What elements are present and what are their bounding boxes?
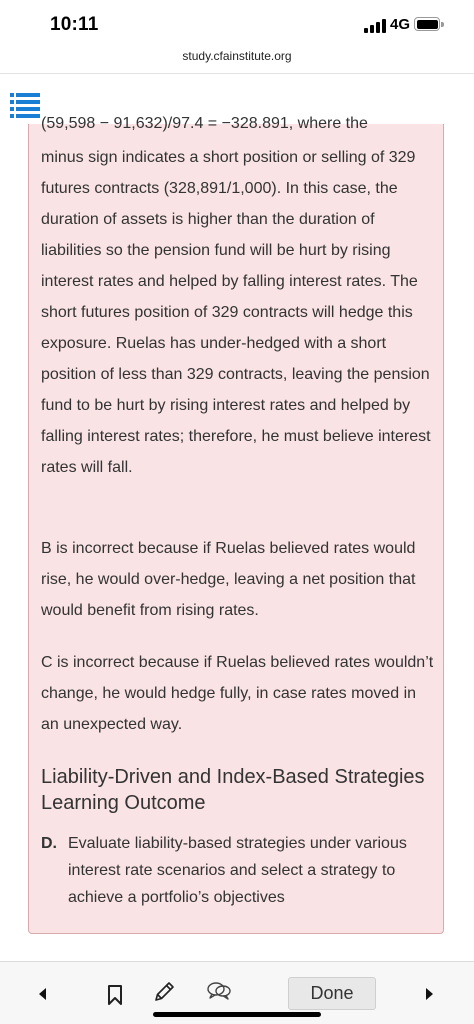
explanation-paragraph-b: B is incorrect because if Ruelas believed rates would rise, he would over-hedge, leaving a net position that would benefit from rising rates. [41, 540, 416, 619]
cut-off-line: (59,598 − 91,632)/97.4 = −328.891, where the [41, 115, 368, 132]
status-time: 10:11 [50, 14, 99, 35]
battery-icon [414, 17, 440, 31]
answer-explanation-card [28, 115, 444, 934]
pencil-icon[interactable] [150, 978, 178, 1006]
learning-outcome-text: Evaluate liability-based strategies under various interest rate scenarios and select a strategy to achieve a portfolio’s objectives [68, 835, 407, 906]
signal-icon [364, 19, 386, 33]
back-arrow-icon[interactable] [34, 983, 52, 1005]
learning-outcome-item [41, 830, 437, 911]
header-divider [0, 73, 474, 74]
menu-icon[interactable] [10, 92, 40, 118]
home-indicator [153, 1012, 321, 1017]
url-bar[interactable]: study.cfainstitute.org [182, 49, 292, 63]
learning-outcome-letter: D. [41, 835, 57, 852]
learning-outcome-title: Liability-Driven and Index-Based Strategies Learning Outcome [41, 766, 425, 814]
comment-icon[interactable] [205, 979, 233, 1003]
network-type: 4G [390, 16, 411, 33]
explanation-paragraph-a: minus sign indicates a short position or selling of 329 futures contracts (328,891/1,000). In this case, the duration of assets is higher than the duration of liabilities so the pension fund will be hurt by rising interest rates and helped by falling interest rates. The short futures position of 329 contracts will hedge this exposure. Ruelas has under-hedged with a short position of less than 329 contracts, leaving the pension fund to be hurt by rising interest rates and helped by falling interest rates; therefore, he must believe interest rates will fall. [41, 149, 431, 476]
status-bar [0, 0, 474, 46]
done-button[interactable]: Done [288, 977, 376, 1010]
forward-arrow-icon[interactable] [420, 983, 438, 1005]
explanation-paragraph-c: C is incorrect because if Ruelas believed rates wouldn’t change, he would hedge fully, in case rates moved in an unexpected way. [41, 654, 434, 733]
bookmark-icon[interactable] [104, 983, 126, 1007]
